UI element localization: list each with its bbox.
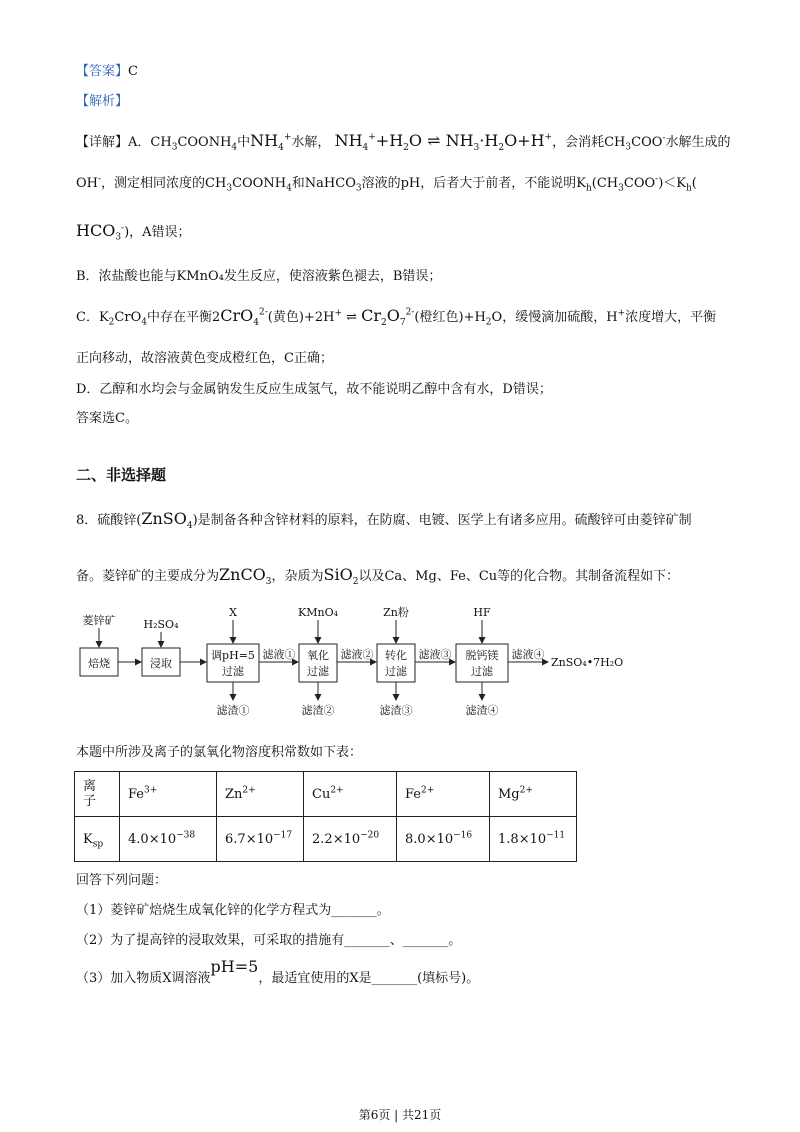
flow-filtrate-4: 滤液④ — [511, 648, 545, 661]
flow-raw-label: 菱锌矿 — [82, 614, 116, 627]
flow-kmno4-label: KMnO₄ — [298, 606, 338, 619]
section-title: 二、非选择题 — [76, 466, 167, 484]
process-flowchart — [70, 604, 690, 728]
flow-x-label: X — [229, 606, 237, 619]
page-footer: 第6页 | 共21页 — [358, 1108, 442, 1122]
option-a-line2: OH-，测定相同浓度的$CH_3COONH_4$和NaHCO$_3$溶液的pH，后者大于前者，不能说明$K_h(CH_3COO^-)<K_h$( — [76, 174, 697, 194]
ion-cell: $Zn^{2+}$ — [217, 772, 304, 817]
flow-product: ZnSO₄•7H₂O — [551, 656, 624, 669]
ion-cell: $Cu^{2+}$ — [304, 772, 397, 817]
option-c-line1: C．$K_2CrO_4$中存在平衡2CrO$_4^{2-}$(黄色)+2H+ ⇌ $Cr_2O_7^{2-}$(橙红色)$+H_2O$，缓慢滴加硫酸，H+浓度增大，平衡 — [76, 306, 717, 329]
option-b: B．浓盐酸也能与KMnO₄发生反应，使溶液紫色褪去，B错误； — [76, 269, 442, 284]
option-a-line1: 【详解】A．$CH_3COONH_4$中$NH_4^+$水解， $NH_4^++H_2O$ ⇌ $NH_3\cdot H_2O+H^+$，会消耗$CH_3COO^-$水解生成的 — [76, 131, 731, 154]
table-intro: 本题中所涉及离子的氯氧化物溶度积常数如下表： — [76, 745, 363, 760]
flow-oxidize-box: 氧化 — [307, 649, 329, 662]
ksp-cell: $6.7\times 10^{-17}$ — [217, 817, 304, 862]
flow-residue-4: 滤渣④ — [465, 704, 499, 717]
flow-ph-box-filter: 过滤 — [222, 665, 244, 678]
flow-convert-box: 转化 — [385, 649, 407, 662]
ksp-cell: $2.2\times 10^{-20}$ — [304, 817, 397, 862]
ksp-header: $K_{sp}$ — [75, 817, 120, 862]
flow-hf-label: HF — [473, 606, 491, 619]
q8-line2: 备。菱锌矿的主要成分为ZnCO$_3$，杂质为SiO$_2$以及Ca、Mg、Fe、Cu等的化合物。其制备流程如下： — [76, 565, 680, 588]
flow-filtrate-2: 滤液② — [340, 648, 374, 661]
hydrolysis-equation: $NH_4^++H_2O$ ⇌ $NH_3\cdot H_2O+H^+$ — [334, 131, 553, 154]
sub-question-2: （2）为了提高锌的浸取效果，可采取的措施有_______、_______。 — [76, 933, 462, 948]
option-d: D．乙醇和水均会与金属钠发生反应生成氢气，故不能说明乙醇中含有水，D错误； — [76, 382, 552, 397]
flow-demg-box: 脱钙镁 — [465, 649, 499, 662]
ion-cell: $Mg^{2+}$ — [490, 772, 577, 817]
answer-line: 【答案】C — [76, 64, 138, 79]
option-a-line3: $HCO_3^-$)，A错误； — [76, 221, 191, 243]
sub-question-1: （1）菱锌矿焙烧生成氧化锌的化学方程式为_______。 — [76, 903, 390, 918]
flow-oxidize-box-filter: 过滤 — [307, 665, 329, 678]
flow-filtrate-1: 滤液① — [262, 648, 296, 661]
flow-zn-label: Zn粉 — [383, 606, 409, 619]
analysis-label: 【解析】 — [76, 94, 129, 109]
ion-header: 离 子 — [75, 772, 120, 817]
ion-cell: $Fe^{3+}$ — [120, 772, 217, 817]
flow-leach-box: 浸取 — [150, 657, 172, 670]
table-row — [75, 817, 577, 862]
flow-residue-1: 滤渣① — [216, 704, 250, 717]
flow-h2so4-label: H₂SO₄ — [143, 618, 179, 631]
sub-question-3: （3）加入物质X调溶液pH=5，最适宜使用的X是_______(填标号)。 — [76, 957, 480, 986]
flow-convert-box-filter: 过滤 — [385, 665, 407, 678]
flow-residue-3: 滤渣③ — [379, 704, 413, 717]
table-row — [75, 772, 577, 817]
flow-demg-box-filter: 过滤 — [471, 665, 493, 678]
conclusion: 答案选C。 — [76, 411, 138, 426]
option-c-line2: 正向移动，故溶液黄色变成橙红色，C正确； — [76, 351, 333, 366]
ion-cell: $Fe^{2+}$ — [397, 772, 490, 817]
q8-line1: 8．硫酸锌(ZnSO$_4$)是制备各种含锌材料的原料，在防腐、电镀、医学上有诸多应用。硫酸锌可由菱锌矿制 — [76, 509, 692, 532]
flow-residue-2: 滤渣② — [301, 704, 335, 717]
ksp-cell: $8.0\times 10^{-16}$ — [397, 817, 490, 862]
ksp-cell: $4.0\times 10^{-38}$ — [120, 817, 217, 862]
ksp-cell: $1.8\times 10^{-11}$ — [490, 817, 577, 862]
answer-prompt: 回答下列问题： — [76, 873, 168, 888]
ksp-table — [74, 771, 577, 862]
flow-filtrate-3: 滤液③ — [418, 648, 452, 661]
flow-roast-box: 焙烧 — [88, 657, 110, 670]
flow-ph-box: 调pH=5 — [211, 649, 255, 662]
